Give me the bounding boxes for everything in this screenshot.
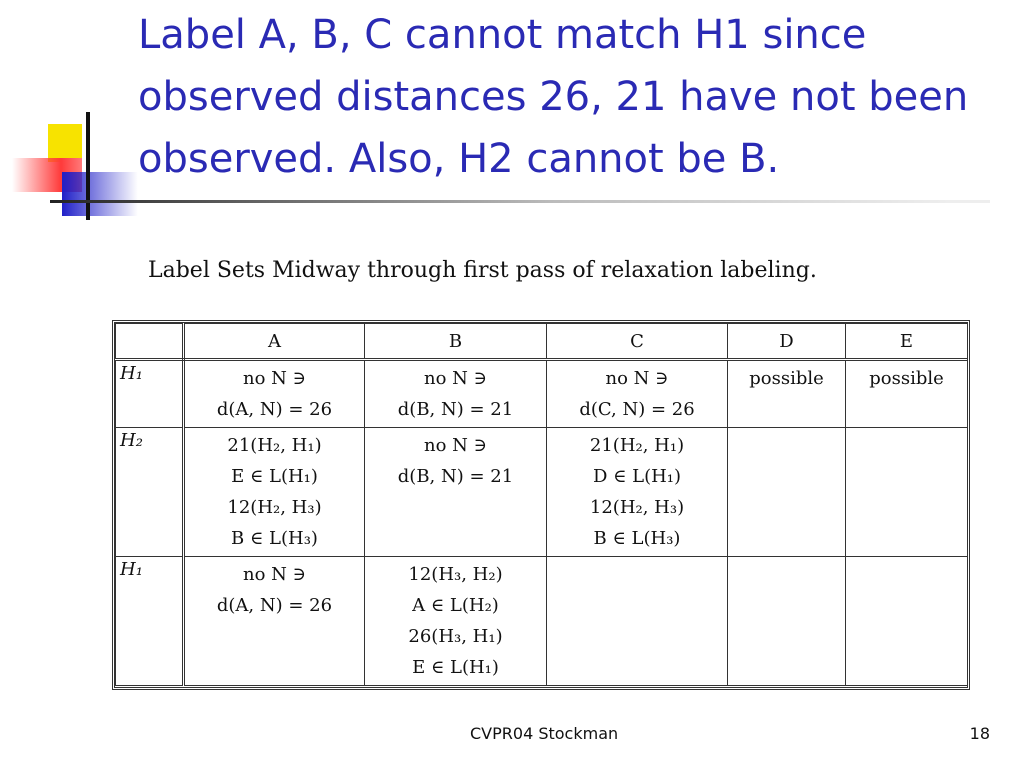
header-cell-b: B: [365, 324, 547, 360]
slide-title: Label A, B, C cannot match H1 since observed distances 26, 21 have not been observed. Also, H2 cannot be B.: [138, 12, 969, 182]
table-cell: [365, 557, 547, 686]
table-cell-empty: [547, 557, 728, 686]
table-cell: [365, 428, 547, 557]
cell-line: B ∈ L(H₃): [593, 528, 681, 549]
table-caption: Label Sets Midway through first pass of relaxation labeling.: [148, 258, 817, 283]
row-label: H₁: [116, 557, 184, 686]
header-cell-a: A: [184, 324, 365, 360]
cell-line: E ∈ L(H₁): [231, 466, 318, 487]
cell-line: no N ∋: [424, 435, 487, 456]
cell-line: 26(H₃, H₁): [408, 626, 503, 647]
cell-line: D ∈ L(H₁): [592, 466, 682, 487]
table-cell: [728, 360, 846, 428]
header-cell-c: C: [547, 324, 728, 360]
cell-line: 12(H₃, H₂): [408, 564, 503, 585]
table-cell: [547, 428, 728, 557]
row-label: H₁: [116, 360, 184, 428]
slide-logo: [0, 0, 150, 230]
logo-vertical-line: [86, 112, 90, 220]
table-cell-empty: [846, 557, 968, 686]
logo-blue-bar: [62, 172, 138, 216]
header-cell-corner: [116, 324, 184, 360]
table-row: [116, 428, 968, 557]
cell-line: no N ∋: [243, 368, 306, 389]
table-header-row: [116, 324, 968, 360]
table-cell-empty: [728, 428, 846, 557]
cell-line: E ∈ L(H₁): [412, 657, 499, 678]
row-label: H₂: [116, 428, 184, 557]
page-number: 18: [969, 724, 990, 743]
cell-line: d(A, N) = 26: [216, 399, 333, 420]
table-cell: [184, 557, 365, 686]
label-sets-table: [112, 320, 970, 690]
table-cell: [365, 360, 547, 428]
header-cell-d: D: [728, 324, 846, 360]
cell-line: possible: [869, 368, 944, 389]
cell-line: 12(H₂, H₃): [227, 497, 322, 518]
cell-line: 12(H₂, H₃): [589, 497, 685, 518]
cell-line: 21(H₂, H₁): [589, 435, 685, 456]
cell-line: d(A, N) = 26: [216, 595, 333, 616]
footer-text: CVPR04 Stockman: [470, 724, 619, 743]
logo-yellow-square: [48, 124, 82, 162]
table-cell-empty: [728, 557, 846, 686]
table-cell-empty: [846, 428, 968, 557]
title-underline: [50, 200, 990, 203]
table-cell: [547, 360, 728, 428]
table-cell: [184, 428, 365, 557]
cell-line: no N ∋: [243, 564, 306, 585]
header-cell-e: E: [846, 324, 968, 360]
cell-line: d(B, N) = 21: [397, 399, 514, 420]
cell-line: no N ∋: [424, 368, 487, 389]
cell-line: A ∈ L(H₂): [412, 595, 499, 616]
cell-line: 21(H₂, H₁): [227, 435, 322, 456]
cell-line: possible: [749, 368, 824, 389]
cell-line: no N ∋: [605, 368, 669, 389]
table-cell: [184, 360, 365, 428]
cell-line: d(C, N) = 26: [579, 399, 695, 420]
cell-line: d(B, N) = 21: [397, 466, 514, 487]
cell-line: B ∈ L(H₃): [231, 528, 318, 549]
table-cell: [846, 360, 968, 428]
table-row: [116, 557, 968, 686]
table-row: [116, 360, 968, 428]
label-table: [115, 323, 968, 686]
